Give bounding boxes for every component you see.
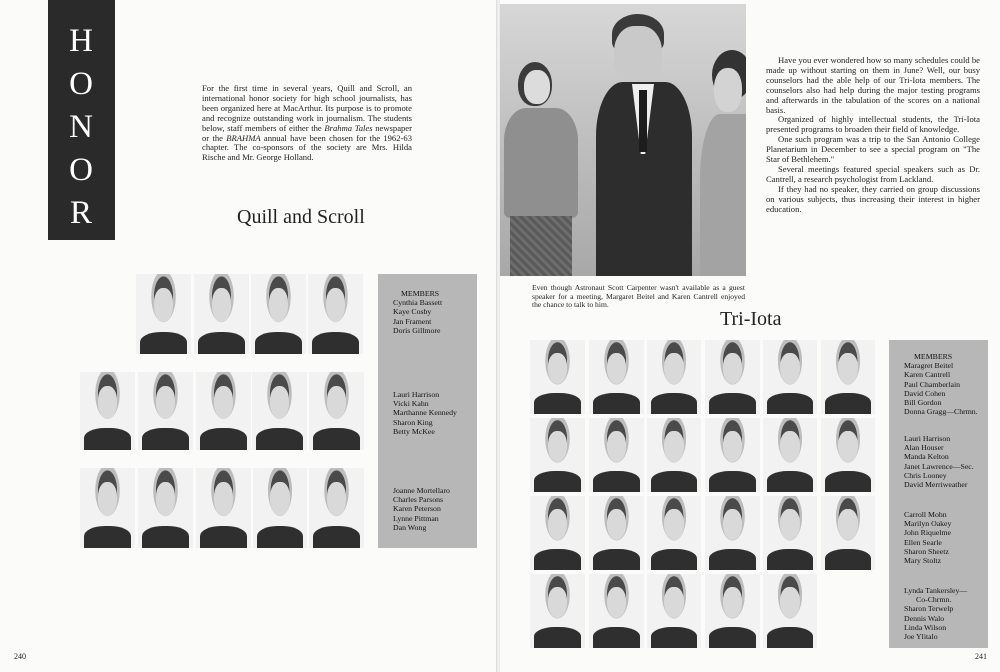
member-name: Carroll Mohn: [904, 510, 947, 519]
student-portrait: [705, 418, 760, 492]
astronaut-photo: [500, 4, 746, 276]
member-list: [904, 434, 974, 489]
member-name: Marthanne Kennedy: [393, 408, 457, 418]
member-name: Charles Parsons: [393, 495, 444, 505]
student-portrait: [80, 468, 135, 548]
member-name: Dan Wong: [393, 522, 427, 532]
student-portrait: [821, 340, 875, 414]
page-number-left: 240: [14, 652, 26, 661]
student-portrait: [589, 574, 644, 648]
student-portrait: [196, 372, 251, 450]
member-list: [904, 352, 978, 416]
student-portrait: [763, 496, 817, 570]
member-name: Linda Wilson: [904, 622, 947, 632]
student-portrait: [530, 496, 585, 570]
member-name: Doris Gillmore: [393, 325, 441, 335]
student-portrait: [647, 418, 701, 492]
student-portrait: [308, 274, 363, 354]
student-portrait: [196, 468, 251, 548]
student-portrait: [589, 418, 644, 492]
member-name: Maragret Beitel: [904, 361, 954, 371]
student-portrait: [136, 274, 191, 354]
student-portrait: [821, 496, 875, 570]
member-name: Joanne Mortellaro: [393, 486, 450, 495]
quill-scroll-intro: [202, 84, 412, 163]
student-portrait: [647, 340, 701, 414]
student-portrait: [251, 274, 306, 354]
member-name: Vicki Kahn: [393, 399, 429, 409]
paragraph: Several meetings featured special speakers such as Dr. Cantrell, a research psychologist from Lackland.: [766, 163, 980, 184]
figure-face: [524, 70, 550, 104]
banner-letter: R: [69, 195, 93, 231]
member-name: Donna Gragg—Chrmn.: [904, 407, 978, 417]
member-list: [393, 390, 457, 436]
member-name: Sharon Sheetz: [904, 546, 949, 556]
paragraph: If they had no speaker, they carried on group discussions on various subjects, thus increasing their interest in higher education.: [766, 183, 980, 214]
student-portrait: [763, 418, 817, 492]
member-name: Ellen Searle: [904, 537, 942, 547]
student-portrait: [589, 340, 644, 414]
member-name: Chris Looney: [904, 470, 947, 480]
member-name: John Riquelme: [904, 528, 951, 538]
banner-letter: O: [69, 152, 94, 188]
banner-letter: N: [69, 109, 94, 145]
member-name: Marilyn Oakey: [904, 519, 952, 529]
member-list: [393, 289, 442, 335]
member-name: Sharon King: [393, 417, 433, 427]
student-portrait: [252, 372, 307, 450]
student-portrait: [705, 574, 760, 648]
member-name: Betty McKee: [393, 426, 435, 436]
member-name: Dennis Walo: [904, 613, 945, 623]
banner-letter: O: [69, 66, 94, 102]
member-name: Lynda Tankersley—: [904, 586, 968, 595]
member-name: Janet Lawrence—Sec.: [904, 461, 974, 471]
member-name: Karen Cantrell: [904, 370, 951, 380]
member-name: Lauri Harrison: [393, 390, 440, 399]
student-portrait: [138, 468, 193, 548]
newspaper-title: Brahma Tales: [324, 122, 373, 133]
intro-text: annual have been chosen for the 1962-63 chapter. The co-sponsors of the society are Mrs. Hilda Rische and Mr. George Holland.: [202, 132, 412, 163]
student-portrait: [589, 496, 644, 570]
student-portrait: [138, 372, 193, 450]
members-title: MEMBERS: [401, 289, 440, 298]
student-portrait: [309, 468, 364, 548]
student-portrait: [80, 372, 135, 450]
member-name: Lynne Pittman: [393, 513, 439, 523]
student-portrait: [705, 496, 760, 570]
member-name: Alan Houser: [904, 443, 944, 453]
student-portrait: [194, 274, 249, 354]
member-list: [904, 510, 951, 565]
member-list: [904, 586, 967, 641]
member-name: Jan Frament: [393, 316, 432, 326]
annual-title: BRAHMA: [226, 132, 261, 143]
student-portrait: [647, 496, 701, 570]
banner-letter: H: [69, 23, 94, 59]
members-title: MEMBERS: [914, 352, 953, 361]
figure-tie: [639, 90, 647, 152]
member-name: David Cohen: [904, 388, 946, 398]
student-portrait: [530, 574, 585, 648]
intro-text: For the first time in several years, Quill and Scroll, an international honor society for high school journalists, has been organized here at MacArthur. Its purpose is to promote and recognize outstanding work in journalism. The students below, staff members of either the: [202, 83, 412, 133]
honor-banner: [48, 0, 115, 240]
member-name: Karen Peterson: [393, 504, 441, 514]
figure-face: [714, 68, 742, 112]
member-name: Joe Ylitalo: [904, 632, 938, 642]
paragraph: Have you ever wondered how so many schedules could be made up without starting on them in June? Well, our busy counselors had the able help of our Tri-Iota members. The counselors also had help during the major testing programs and afterwards in the tabulation of the scores on a national basis.: [766, 55, 980, 115]
quill-scroll-heading: Quill and Scroll: [237, 206, 365, 228]
student-portrait: [705, 340, 760, 414]
member-name: Cynthia Bassett: [393, 298, 443, 308]
intro-text: newspaper or the: [202, 122, 412, 143]
student-portrait: [763, 574, 817, 648]
student-portrait: [821, 418, 875, 492]
figure-skirt: [510, 216, 572, 276]
member-name: Kaye Cosby: [393, 307, 432, 317]
member-name: Mary Stoltz: [904, 556, 942, 566]
figure-sweater: [504, 108, 578, 218]
member-name: David Merriweather: [904, 480, 968, 490]
member-name: Manda Kelton: [904, 452, 949, 462]
member-name: Bill Gordon: [904, 398, 942, 408]
student-portrait: [530, 340, 585, 414]
figure-dress: [700, 114, 746, 276]
member-name: Sharon Terwelp: [904, 604, 954, 614]
paragraph: One such program was a trip to the San Antonio College Planetarium in December to see a special program on "The Star of Bethlehem.": [766, 134, 980, 165]
tri-iota-text: [766, 56, 980, 215]
member-name: Paul Chamberlain: [904, 379, 961, 389]
paragraph: Organized of highly intellectual students, the Tri-Iota presented programs to broaden their field of knowledge.: [766, 114, 980, 135]
student-portrait: [530, 418, 585, 492]
tri-iota-heading: Tri-Iota: [720, 308, 782, 330]
student-portrait: [309, 372, 364, 450]
student-portrait: [647, 574, 701, 648]
member-name: Co-Chrmn.: [916, 595, 952, 605]
student-portrait: [253, 468, 307, 548]
member-list: [393, 486, 450, 532]
page-number-right: 241: [975, 652, 987, 661]
photo-caption: Even though Astronaut Scott Carpenter wasn't available as a guest speaker for a meeting, Margaret Beitel and Karen Cantrell enjoyed the chance to talk to him.: [532, 283, 745, 310]
member-name: Lauri Harrison: [904, 434, 951, 443]
figure-face: [614, 26, 662, 86]
student-portrait: [763, 340, 817, 414]
